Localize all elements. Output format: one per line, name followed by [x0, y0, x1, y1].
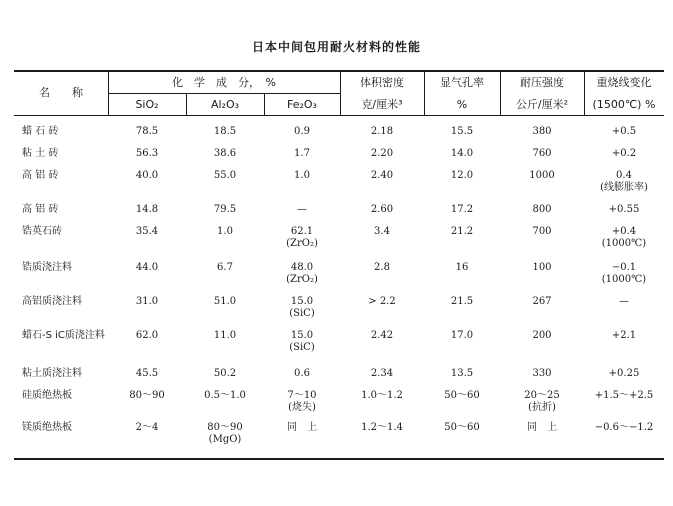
cell-fe2o3: 0.9	[294, 126, 310, 137]
cell-fe2o3-note: (烧失)	[288, 402, 316, 413]
header-porosity-unit: %	[456, 98, 468, 111]
composition-sub-rule	[108, 93, 340, 94]
header-density-unit: 克/厘米³	[361, 98, 403, 111]
header-strength-unit: 公斤/厘米²	[515, 98, 569, 111]
cell-strength: 同 上	[527, 422, 557, 433]
cell-porosity: 21.5	[450, 296, 474, 307]
cell-sio2: 2～4	[135, 422, 159, 433]
row-name: 锆质浇注料	[22, 262, 72, 273]
cell-strength: 700	[532, 226, 552, 237]
cell-porosity: 13.5	[450, 368, 474, 379]
cell-shrink: −0.6～−1.2	[594, 422, 654, 433]
cell-shrink-note: (线膨胀率)	[600, 182, 648, 193]
cell-al2o3-note: (MgO)	[208, 434, 242, 445]
header-density: 体积密度	[360, 76, 404, 89]
cell-shrink-note: (1000℃)	[601, 238, 647, 249]
cell-strength: 800	[532, 204, 552, 215]
cell-fe2o3-note: (ZrO₂)	[286, 274, 318, 285]
cell-fe2o3: 同 上	[287, 422, 317, 433]
cell-sio2: 40.0	[135, 170, 159, 181]
cell-density: 2.8	[374, 262, 390, 273]
cell-fe2o3: 48.0	[290, 262, 314, 273]
cell-al2o3: 18.5	[213, 126, 237, 137]
cell-porosity: 50～60	[444, 390, 480, 401]
cell-porosity: 50～60	[444, 422, 480, 433]
cell-density: 2.18	[370, 126, 394, 137]
cell-density: 3.4	[374, 226, 390, 237]
cell-density: 2.40	[370, 170, 394, 181]
cell-al2o3: 79.5	[213, 204, 237, 215]
cell-porosity: 14.0	[450, 148, 474, 159]
table-bottom-rule	[14, 458, 664, 460]
cell-al2o3: 6.7	[217, 262, 233, 273]
cell-shrink: +0.55	[608, 204, 640, 215]
cell-sio2: 62.0	[135, 330, 159, 341]
cell-porosity: 21.2	[450, 226, 474, 237]
cell-strength: 20～25	[524, 390, 560, 401]
cell-fe2o3-note: (SiC)	[289, 342, 315, 353]
cell-shrink: 0.4	[616, 170, 632, 181]
cell-al2o3: 51.0	[213, 296, 237, 307]
cell-porosity: 15.5	[450, 126, 474, 137]
cell-strength: 330	[532, 368, 552, 379]
row-name: 硅质绝热板	[22, 390, 72, 401]
cell-sio2: 44.0	[135, 262, 159, 273]
header-sio2: SiO₂	[135, 98, 159, 111]
cell-porosity: 17.0	[450, 330, 474, 341]
cell-sio2: 14.8	[135, 204, 159, 215]
row-name: 粘 土 砖	[22, 148, 59, 159]
header-name: 名 称	[39, 86, 83, 99]
cell-strength: 267	[532, 296, 552, 307]
cell-porosity: 16	[455, 262, 469, 273]
header-porosity: 显气孔率	[440, 76, 484, 89]
row-name: 锆英石砖	[22, 226, 62, 237]
cell-fe2o3-note: (ZrO₂)	[286, 238, 318, 249]
cell-al2o3: 80～90	[207, 422, 243, 433]
row-name: 高 铝 砖	[22, 204, 59, 215]
cell-al2o3: 0.5～1.0	[204, 390, 246, 401]
cell-fe2o3: 0.6	[294, 368, 310, 379]
cell-sio2: 56.3	[135, 148, 159, 159]
cell-density: 2.34	[370, 368, 394, 379]
cell-al2o3: 55.0	[213, 170, 237, 181]
cell-porosity: 17.2	[450, 204, 474, 215]
cell-fe2o3: 15.0	[290, 330, 314, 341]
header-bottom-rule	[14, 115, 664, 116]
table-title: 日本中间包用耐火材料的性能	[251, 40, 421, 54]
cell-al2o3: 11.0	[213, 330, 237, 341]
cell-sio2: 80～90	[129, 390, 165, 401]
cell-al2o3: 1.0	[217, 226, 233, 237]
cell-shrink: +0.25	[608, 368, 640, 379]
cell-shrink: —	[619, 296, 629, 307]
cell-fe2o3: 1.0	[294, 170, 310, 181]
cell-density: 2.20	[370, 148, 394, 159]
cell-density: 1.2～1.4	[361, 422, 403, 433]
cell-fe2o3-note: (SiC)	[289, 308, 315, 319]
header-shrink-unit: (1500℃) %	[592, 98, 656, 111]
cell-strength: 1000	[529, 170, 555, 181]
table-top-rule	[14, 70, 664, 72]
cell-fe2o3: 62.1	[290, 226, 314, 237]
cell-strength-note: (抗折)	[528, 402, 556, 413]
header-al2o3: Al₂O₃	[210, 98, 240, 111]
cell-shrink-note: (1000℃)	[601, 274, 647, 285]
cell-porosity: 12.0	[450, 170, 474, 181]
cell-strength: 200	[532, 330, 552, 341]
cell-shrink: +0.5	[611, 126, 637, 137]
cell-fe2o3: 7～10	[287, 390, 317, 401]
cell-sio2: 78.5	[135, 126, 159, 137]
cell-sio2: 31.0	[135, 296, 159, 307]
cell-al2o3: 50.2	[213, 368, 237, 379]
cell-shrink: +1.5～+2.5	[594, 390, 654, 401]
cell-density: > 2.2	[368, 296, 396, 307]
cell-strength: 100	[532, 262, 552, 273]
cell-strength: 380	[532, 126, 552, 137]
header-composition: 化 学 成 分， %	[172, 76, 276, 89]
header-strength: 耐压强度	[520, 76, 564, 89]
header-shrink: 重烧线变化	[596, 76, 652, 89]
cell-shrink: −0.1	[611, 262, 637, 273]
cell-density: 2.60	[370, 204, 394, 215]
cell-shrink: +0.2	[611, 148, 637, 159]
header-fe2o3: Fe₂O₃	[287, 98, 317, 111]
cell-fe2o3: 1.7	[294, 148, 310, 159]
cell-strength: 760	[532, 148, 552, 159]
cell-fe2o3: 15.0	[290, 296, 314, 307]
row-name: 高 铝 砖	[22, 170, 59, 181]
row-name: 高铝质浇注料	[22, 296, 82, 307]
cell-density: 1.0～1.2	[361, 390, 403, 401]
row-name: 镁质绝热板	[22, 422, 72, 433]
cell-density: 2.42	[370, 330, 394, 341]
row-name: 粘土质浇注料	[22, 368, 82, 379]
row-name: 蜡 石 砖	[22, 126, 59, 137]
row-name: 蜡石-S iC质浇注料	[22, 330, 105, 341]
cell-al2o3: 38.6	[213, 148, 237, 159]
cell-shrink: +2.1	[611, 330, 637, 341]
cell-fe2o3: —	[297, 204, 307, 215]
cell-sio2: 45.5	[135, 368, 159, 379]
cell-shrink: +0.4	[611, 226, 637, 237]
cell-sio2: 35.4	[135, 226, 159, 237]
